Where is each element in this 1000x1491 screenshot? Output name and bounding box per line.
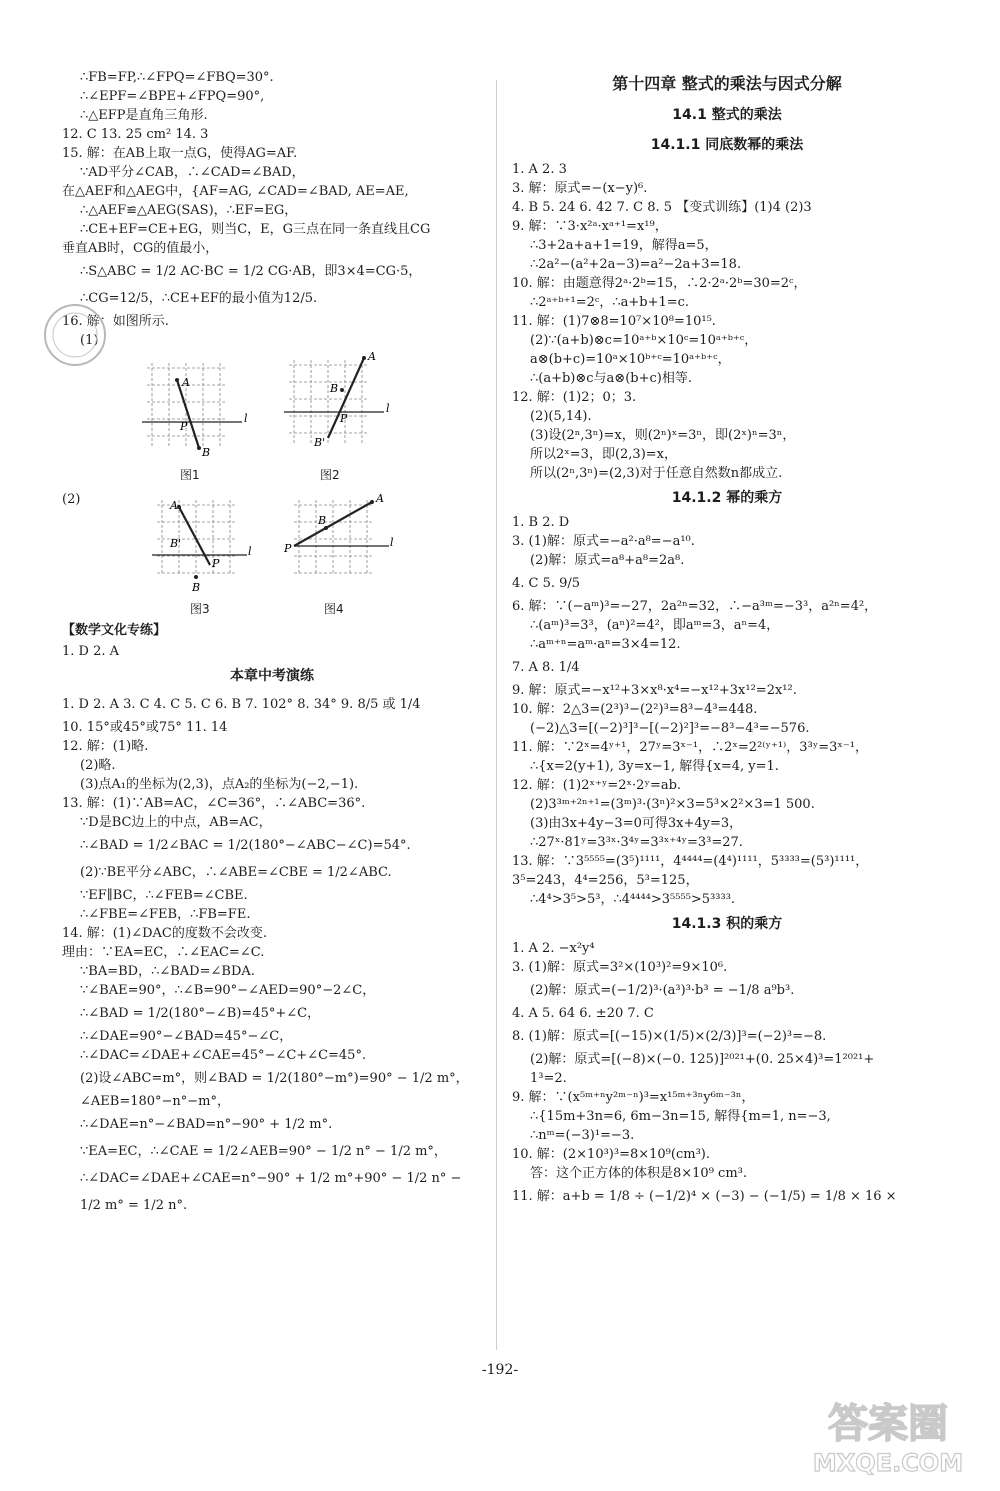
answer-line: (2)∵(a+b)⊗c=10ᵃ⁺ᵇ×10ᶜ=10ᵃ⁺ᵇ⁺ᶜ， — [530, 333, 758, 348]
answer-line: 4. A 5. 64 6. ±20 7. C — [512, 1006, 654, 1021]
answer-line: (2)∵BE平分∠ABC，∴∠ABE=∠CBE = 1/2∠ABC. — [80, 865, 392, 880]
svg-text:B: B — [202, 446, 211, 458]
answer-line: (2)3³ᵐ⁺²ⁿ⁺¹=(3ᵐ)³·(3ⁿ)²×3=5³×2²×3=1 500. — [530, 797, 815, 812]
answer-line: 理由：∵EA=EC，∴∠EAC=∠C. — [62, 945, 265, 960]
left-answers-part-b — [62, 691, 482, 1219]
figure-4-label: 图4 — [324, 602, 344, 616]
answer-line: ∴∠BAD = 1/2(180°−∠B)=45°+∠C， — [80, 1006, 321, 1021]
subsection-2-answers — [512, 513, 942, 909]
answer-line: 1. A 2. −x²y⁴ — [512, 941, 595, 956]
answer-line: 9. 解：∵3·x²ᵃ·xᵃ⁺¹=x¹⁹， — [512, 219, 668, 234]
subsection-1-answers — [512, 160, 942, 483]
answer-line: 4. C 5. 9/5 — [512, 576, 581, 591]
right-column — [512, 68, 942, 1210]
answer-line: ∴(aᵐ)³=3³，(aⁿ)²=4²，即aᵐ=3，aⁿ=4， — [530, 618, 780, 633]
column-divider — [496, 80, 497, 1350]
answer-line: 3. (1)解：原式=3²×(10³)²=9×10⁶. — [512, 960, 728, 975]
answer-line: 1. D 2. A 3. C 4. C 5. C 6. B 7. 102° 8. 34° 9. 8/5 或 1/4 — [62, 697, 421, 712]
answer-line: 10. 15°或45°或75° 11. 14 — [62, 720, 228, 735]
answer-line: 所以(2ⁿ,3ⁿ)=(2,3)对于任意自然数n都成立. — [530, 466, 783, 481]
answer-line: ∴CG=12/5，∴CE+EF的最小值为12/5. — [80, 291, 318, 306]
section-title: 14.1 整式的乘法 — [672, 107, 782, 123]
answer-line: ∴{15m+3n=6, 6m−3n=15, 解得{m=1, n=−3, — [530, 1109, 831, 1124]
svg-text:A: A — [170, 499, 178, 512]
answer-line: 3. (1)解：原式=−a²·a⁸=−a¹⁰. — [512, 534, 695, 549]
answer-line: 14. 解：(1)∠DAC的度数不会改变. — [62, 926, 268, 941]
answer-line: 10. 解：由题意得2ᵃ·2ᵇ=15，∴2·2ᵃ·2ᵇ=30=2ᶜ， — [512, 276, 807, 291]
svg-text:A: A — [368, 350, 376, 363]
answer-line: (3)由3x+4y−3=0可得3x+4y=3， — [530, 816, 743, 831]
answer-line: 答：这个正方体的体积是8×10⁹ cm³. — [530, 1166, 748, 1181]
answer-line: 垂直AB时，CG的值最小， — [62, 241, 219, 256]
answer-line: (2)略. — [80, 758, 116, 773]
answer-line: 9. 解：∵(x⁵ᵐ⁺ⁿy²ᵐ⁻ⁿ)³=x¹⁵ᵐ⁺³ⁿy⁶ᵐ⁻³ⁿ， — [512, 1090, 755, 1105]
answer-line: (−2)△3=[(−2)³]³−[(−2)²]³=−8³−4³=−576. — [530, 721, 810, 736]
answer-line: ∴S△ABC = 1/2 AC·BC = 1/2 CG·AB，即3×4=CG·5， — [80, 264, 422, 279]
answer-line: ∴△EFP是直角三角形. — [80, 108, 208, 123]
figure-3 — [152, 495, 257, 595]
answer-line: (1) — [80, 333, 99, 348]
svg-text:l: l — [244, 412, 248, 425]
subsection-2-title: 14.1.2 幂的乘方 — [671, 490, 783, 506]
answer-line: (3)设(2ⁿ,3ⁿ)=x，则(2ⁿ)ˣ=3ⁿ，即(2ˣ)ⁿ=3ⁿ， — [530, 428, 796, 443]
answer-line: (2)解：原式=(−1/2)³·(a³)³·b³ = −1/8 a⁹b³. — [530, 983, 795, 998]
answer-line: 1/2 m° = 1/2 n°. — [80, 1198, 188, 1213]
answer-line: ∵D是BC边上的中点，AB=AC， — [80, 815, 272, 830]
culture-answers: 1. D 2. A — [62, 644, 120, 659]
answer-line: 3. 解：原式=−(x−y)⁶. — [512, 181, 648, 196]
page-number: -192- — [481, 1362, 519, 1378]
svg-text:P: P — [212, 557, 220, 570]
answer-line: a⊗(b+c)=10ᵃ×10ᵇ⁺ᶜ=10ᵃ⁺ᵇ⁺ᶜ， — [530, 352, 731, 367]
answer-line: ∵BA=BD，∴∠BAD=∠BDA. — [80, 964, 255, 979]
chapter-title: 第十四章 整式的乘法与因式分解 — [612, 74, 842, 93]
part-2-label: (2) — [62, 492, 81, 507]
answer-line: ∴∠EPF=∠BPE+∠FPQ=90°, — [80, 89, 265, 104]
svg-text:答案圈: 答案圈 — [828, 1401, 948, 1447]
svg-text:l: l — [386, 402, 390, 415]
answer-line: 12. 解：(1)2ˣ⁺ʸ=2ˣ·2ʸ=ab. — [512, 778, 682, 793]
figure-2 — [284, 350, 404, 458]
watermark — [798, 1391, 978, 1481]
subsection-3-answers — [512, 939, 942, 1210]
answer-line: 16. 解：如图所示. — [62, 314, 169, 329]
figure-3-label: 图3 — [190, 602, 210, 616]
subsection-3-title: 14.1.3 积的乘方 — [671, 916, 783, 932]
figure-4 — [284, 490, 404, 590]
answer-line: ∴∠DAC=∠DAE+∠CAE=45°−∠C+∠C=45°. — [80, 1048, 367, 1063]
answer-line: 11. 解：∵2ˣ=4ʸ⁺¹，27ʸ=3ˣ⁻¹，∴2ˣ=2²⁽ʸ⁺¹⁾，3³ʸ=3ˣ⁻¹， — [512, 740, 868, 755]
answer-line: ∴2ᵃ⁺ᵇ⁺¹=2ᶜ，∴a+b+1=c. — [530, 295, 690, 310]
svg-text:B: B — [330, 382, 339, 395]
svg-text:B': B' — [314, 436, 326, 449]
figures-area — [62, 350, 482, 616]
subsection-1-title: 14.1.1 同底数幂的乘法 — [650, 137, 804, 153]
answer-line: 10. 解：2△3=(2³)³−(2²)³=8³−4³=448. — [512, 702, 758, 717]
answer-line: (2)解：原式=a⁸+a⁸=2a⁸. — [530, 553, 685, 568]
svg-text:P: P — [340, 412, 348, 425]
left-column — [62, 68, 482, 1219]
answer-line: 所以2ˣ=3，即(2,3)=x， — [530, 447, 677, 462]
answer-line: ∴{x=2(y+1), 3y=x−1, 解得{x=4, y=1. — [530, 759, 779, 774]
answer-line: ∴∠DAE=90°−∠BAD=45°−∠C， — [80, 1029, 293, 1044]
answer-line: ∴27ˣ·81ʸ=3³ˣ·3⁴ʸ=3³ˣ⁺⁴ʸ=3³=27. — [530, 835, 743, 850]
answer-line: ∴aᵐ⁺ⁿ=aᵐ·aⁿ=3×4=12. — [530, 637, 681, 652]
svg-text:l: l — [390, 536, 394, 549]
svg-text:l: l — [248, 545, 252, 558]
answer-line: ∴(a+b)⊗c与a⊗(b+c)相等. — [530, 371, 692, 386]
answer-line: ∵EF∥BC，∴∠FEB=∠CBE. — [80, 888, 248, 903]
answer-line: 在△AEF和△AEG中，{AF=AG, ∠CAD=∠BAD, AE=AE, — [62, 184, 409, 199]
figure-2-label: 图2 — [320, 468, 340, 482]
answer-line: 11. 解：a+b = 1/8 ÷ (−1/2)⁴ × (−3) − (−1/5) = 1/8 × 16 × — [512, 1189, 897, 1204]
answer-line: 15. 解：在AB上取一点G，使得AG=AF. — [62, 146, 298, 161]
svg-text:P: P — [284, 542, 292, 555]
answer-line: (2)解：原式=[(−8)×(−0. 125)]²⁰²¹+(0. 25×4)³=1²⁰²¹+ — [530, 1052, 875, 1067]
answer-line: ∵AD平分∠CAB，∴∠CAD=∠BAD， — [80, 165, 305, 180]
svg-text:B: B — [318, 514, 327, 527]
answer-line: 10. 解：(2×10³)³=8×10⁹(cm³). — [512, 1147, 710, 1162]
answer-line: ∴3+2a+a+1=19，解得a=5， — [530, 238, 718, 253]
answer-line: ∴nᵐ=(−3)¹=−3. — [530, 1128, 635, 1143]
answer-line: 6. 解：∵(−aᵐ)³=−27，2a²ⁿ=32，∴−a³ᵐ=−3³，a²ⁿ=4²， — [512, 599, 878, 614]
figure-1 — [142, 358, 252, 458]
answer-line: ∴FB=FP,∴∠FPQ=∠FBQ=30°. — [80, 70, 274, 85]
answer-line: 9. 解：原式=−x¹²+3×x⁸·x⁴=−x¹²+3x¹²=2x¹². — [512, 683, 797, 698]
answer-line: ∴CE+EF=CE+EG，则当C，E，G三点在同一条直线且CG — [80, 222, 431, 237]
answer-line: ∴∠FBE=∠FEB，∴FB=FE. — [80, 907, 251, 922]
answer-line: 4. B 5. 24 6. 42 7. C 8. 5 【变式训练】(1)4 (2)3 — [512, 200, 812, 215]
svg-text:B: B — [192, 581, 201, 594]
answer-line: ∴∠DAE=n°−∠BAD=n°−90° + 1/2 m°. — [80, 1117, 333, 1132]
answer-line: 1. B 2. D — [512, 515, 570, 530]
left-answers-part-a — [62, 68, 482, 350]
answer-line: 1. A 2. 3 — [512, 162, 567, 177]
answer-line: ∠AEB=180°−n°−m°， — [80, 1094, 231, 1109]
answer-line: (3)点A₁的坐标为(2,3)，点A₂的坐标为(−2,−1). — [80, 777, 359, 792]
answer-line: (2)设∠ABC=m°，则∠BAD = 1/2(180°−m°)=90° − 1/2 m°， — [80, 1071, 469, 1086]
answer-line: 13. 解：∵3⁵⁵⁵⁵=(3⁵)¹¹¹¹，4⁴⁴⁴⁴=(4⁴)¹¹¹¹，5³³³³=(5³)¹¹¹¹， — [512, 854, 869, 869]
answer-line: 1³=2. — [530, 1071, 567, 1086]
answer-line: 3⁵=243，4⁴=256，5³=125， — [512, 873, 699, 888]
answer-line: ∴△AEF≌△AEG(SAS)，∴EF=EG， — [80, 203, 298, 218]
answer-line: 13. 解：(1)∵AB=AC，∠C=36°，∴∠ABC=36°. — [62, 796, 366, 811]
answer-line: ∴2a²−(a²+2a−3)=a²−2a+3=18. — [530, 257, 742, 272]
answer-line: ∴∠DAC=∠DAE+∠CAE=n°−90° + 1/2 m°+90° − 1/2 n° − — [80, 1171, 462, 1186]
svg-text:A: A — [376, 492, 384, 505]
svg-text:A: A — [182, 376, 190, 389]
stamp-mark — [40, 300, 110, 370]
answer-line: ∴4⁴>3⁵>5³，∴4⁴⁴⁴⁴>3⁵⁵⁵⁵>5³³³³. — [530, 892, 736, 907]
culture-section-title: 【数学文化专练】 — [62, 623, 167, 638]
svg-text:MXQE.COM: MXQE.COM — [812, 1449, 964, 1477]
watermark-logo — [798, 1391, 978, 1481]
answer-line: ∴∠BAD = 1/2∠BAC = 1/2(180°−∠ABC−∠C)=54°. — [80, 838, 411, 853]
svg-text:B': B' — [170, 537, 182, 550]
answer-line: (2)(5,14). — [530, 409, 592, 424]
answer-line: 12. 解：(1)2；0；3. — [512, 390, 637, 405]
answer-line: 12. 解：(1)略. — [62, 739, 149, 754]
answer-line: ∵EA=EC，∴∠CAE = 1/2∠AEB=90° − 1/2 n° − 1/2 m°， — [80, 1144, 447, 1159]
answer-line: 8. (1)解：原式=[(−15)×(1/5)×(2/3)]³=(−2)³=−8. — [512, 1029, 827, 1044]
answer-line: 11. 解：(1)7⊗8=10⁷×10⁸=10¹⁵. — [512, 314, 716, 329]
exam-section-title: 本章中考演练 — [230, 668, 314, 684]
answer-line: 12. C 13. 25 cm² 14. 3 — [62, 127, 209, 142]
answer-line: ∵∠BAE=90°，∴∠B=90°−∠AED=90°−2∠C， — [80, 983, 376, 998]
answer-line: 7. A 8. 1/4 — [512, 660, 580, 675]
svg-text:P: P — [180, 420, 188, 433]
figure-1-label: 图1 — [180, 468, 200, 482]
